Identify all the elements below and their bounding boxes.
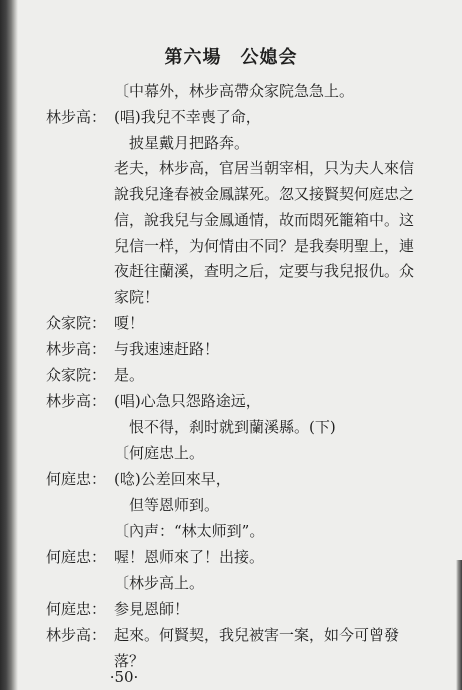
stage-direction: 〔中幕外，林步高帶众家院急急上。 — [114, 82, 355, 100]
stage-direction: 〔何庭忠上。 — [114, 444, 205, 462]
dialogue-line: 与我速速赶路！ — [114, 340, 220, 358]
dialogue-line: 老夫，林步高，官居当朝宰相，只为夫人來信 — [114, 159, 415, 177]
page-number: ·50· — [109, 668, 139, 686]
speaker-label: 众家院： — [46, 366, 107, 384]
dialogue-line: (唸)公差回來早， — [114, 470, 231, 488]
dialogue-line: 恨不得，刹时就到蘭溪縣。(下) — [114, 418, 336, 436]
stage-direction: 〔林步高上。 — [114, 574, 205, 592]
speaker-label: 林步高： — [46, 392, 107, 410]
dialogue-line: 兒信一样，为何情由不同？是我奏明聖上，連 — [114, 237, 415, 255]
dialogue-line: 披星戴月把路奔。 — [114, 134, 250, 152]
page-binding-shadow — [0, 0, 18, 690]
dialogue-line: 但等恩师到。 — [114, 496, 220, 514]
dialogue-line: 嗄！ — [114, 314, 145, 332]
dialogue-line: 落？ — [114, 652, 145, 670]
dialogue-line: 起來。何賢契，我兒被害一案，如今可曾發 — [114, 626, 400, 644]
dialogue-line: 說我兒逢春被金鳳謀死。忽又接賢契何庭忠之 — [114, 185, 415, 203]
speaker-label: 何庭忠： — [46, 470, 107, 488]
dialogue-line: (唱)我兒不幸喪了命， — [114, 108, 261, 126]
dialogue-line: 喔！恩师來了！出接。 — [114, 548, 265, 566]
dialogue-line: 夜赶往蘭溪，查明之后，定要与我兒报仇。众 — [114, 262, 415, 280]
speaker-label: 林步高： — [46, 108, 107, 126]
dialogue-line: 是。 — [114, 366, 145, 384]
stage-direction: 〔內声：“林太师到”。 — [114, 522, 265, 540]
page-edge-shadow — [456, 560, 462, 690]
dialogue-line: 信，說我兒与金鳳通情，故而悶死籠箱中。这 — [114, 211, 415, 229]
scene-title: 第六場 公媳会 — [164, 47, 298, 68]
speaker-label: 林步高： — [46, 340, 107, 358]
speaker-label: 何庭忠： — [46, 600, 107, 618]
dialogue-line: 家院！ — [114, 288, 160, 306]
speaker-label: 何庭忠： — [46, 548, 107, 566]
dialogue-line: 参見恩師！ — [114, 600, 190, 618]
dialogue-line: (唱)心急只怨路途远， — [114, 392, 261, 410]
speaker-label: 林步高： — [46, 626, 107, 644]
speaker-label: 众家院： — [46, 314, 107, 332]
